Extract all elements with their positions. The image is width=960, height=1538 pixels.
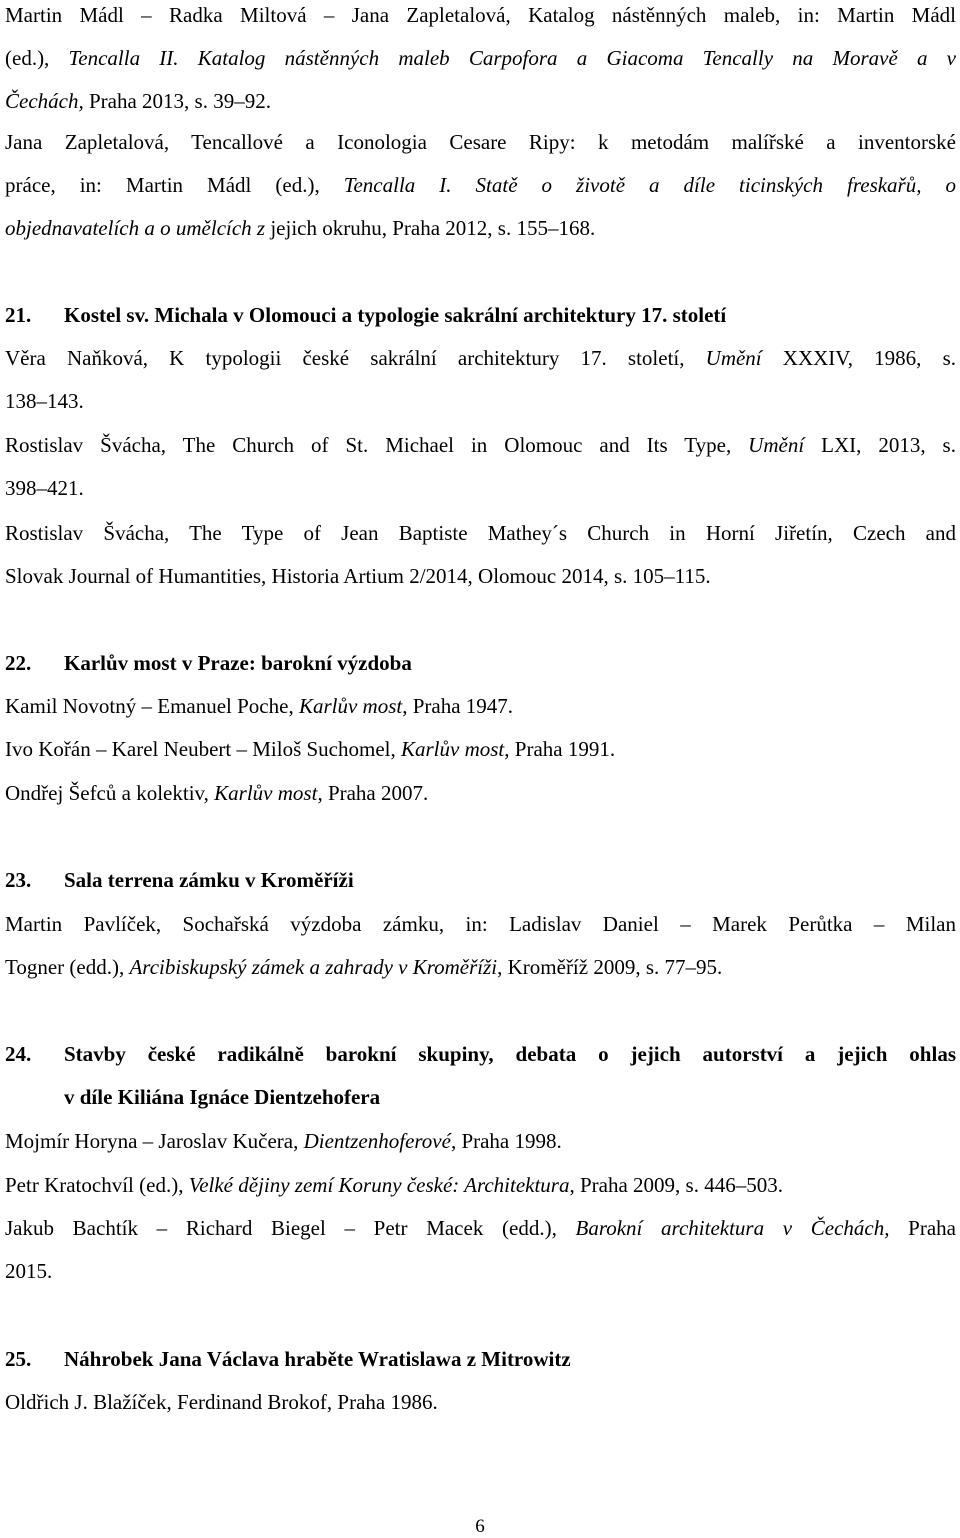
section-number: 21.: [5, 303, 32, 327]
bibliography-entry: [5, 779, 956, 807]
entry-text: , Kroměříž 2009, s. 77–95.: [497, 955, 723, 979]
entry-text: Petr Kratochvíl (ed.),: [5, 1173, 189, 1197]
entry-text: , Praha 2007.: [317, 781, 429, 805]
section-title: Kostel sv. Michala v Olomouci a typologie sakrální architektury 17. století: [64, 303, 727, 327]
entry-title-italic: objednavatelích a o umělcích z: [5, 216, 266, 240]
entry-text: Kamil Novotný – Emanuel Poche,: [5, 694, 299, 718]
entry-title-italic: Karlův most: [401, 737, 505, 761]
section-title: Sala terrena zámku v Kroměříži: [64, 868, 354, 892]
entry-title-italic: Tencalla II. Katalog nástěnných maleb Carpofora a Giacoma Tencally na Moravě a v: [68, 46, 957, 70]
entry-text: Věra Naňková, K typologii české sakrální architektury 17. století,: [5, 346, 706, 370]
entry-title-italic: Umění: [705, 346, 762, 370]
entry-text: , Praha 1947.: [402, 694, 514, 718]
bibliography-entry: [5, 431, 956, 459]
entry-text: Slovak Journal of Humantities, Historia Artium 2/2014, Olomouc 2014, s. 105–115.: [5, 564, 711, 588]
bibliography-entry: [5, 1257, 956, 1285]
entry-text: Praha: [889, 1216, 956, 1240]
section-title: Náhrobek Jana Václava hraběte Wratislawa z Mitrowitz: [64, 1347, 571, 1371]
entry-text: , Praha 2009, s. 446–503.: [569, 1173, 783, 1197]
section-number: 23.: [5, 868, 32, 892]
entry-text: práce, in: Martin Mádl (ed.),: [5, 173, 344, 197]
section-heading: [5, 1345, 956, 1373]
bibliography-entry: [5, 910, 956, 938]
bibliography-entry: [5, 1214, 956, 1242]
section-heading: [5, 301, 956, 329]
entry-text: Martin Pavlíček, Sochařská výzdoba zámku, in: Ladislav Daniel – Marek Perůtka – Milan: [5, 912, 956, 936]
entry-text: Oldřich J. Blažíček, Ferdinand Brokof, Praha 1986.: [5, 1390, 438, 1414]
entry-text: XXXIV, 1986, s.: [761, 346, 956, 370]
bibliography-entry: [5, 692, 956, 720]
entry-title-italic: Karlův most: [298, 694, 403, 718]
entry-title-italic: Karlův most: [214, 781, 318, 805]
section-number: 24.: [5, 1042, 32, 1066]
bibliography-entry: [5, 1171, 956, 1199]
entry-title-italic: Velké dějiny zemí Koruny české: Architektura: [188, 1173, 570, 1197]
entry-title-italic: Arcibiskupský zámek a zahrady v Kroměříži: [129, 955, 498, 979]
bibliography-entry: [5, 735, 956, 763]
bibliography-entry: [5, 87, 956, 115]
bibliography-entry: [5, 214, 956, 242]
entry-text: , Praha 1998.: [450, 1129, 562, 1153]
entry-text: 2015.: [5, 1259, 53, 1283]
bibliography-entry: [5, 387, 956, 415]
section-title: Stavby české radikálně barokní skupiny, debata o jejich autorství a jejich ohlas: [64, 1042, 956, 1066]
entry-title-italic: Umění: [748, 433, 805, 457]
bibliography-entry: [5, 344, 956, 372]
bibliography-entry: [5, 1, 956, 29]
bibliography-entry: [5, 128, 956, 156]
entry-text: Ivo Kořán – Karel Neubert – Miloš Suchomel,: [5, 737, 401, 761]
entry-title-italic: Dientzenhoferové: [303, 1129, 451, 1153]
section-title: v díle Kiliána Ignáce Dientzehofera: [64, 1085, 381, 1109]
entry-text: 138–143.: [5, 389, 84, 413]
bibliography-entry: [5, 474, 956, 502]
entry-text: Mojmír Horyna – Jaroslav Kučera,: [5, 1129, 304, 1153]
bibliography-entry: [5, 519, 956, 547]
entry-title-italic: Tencalla I. Statě o životě a díle ticinských freskařů, o: [343, 173, 956, 197]
entry-title-italic: Čechách,: [5, 89, 84, 113]
page-number: 6: [475, 1516, 485, 1537]
entry-text: Praha 2013, s. 39–92.: [83, 89, 271, 113]
entry-text: Togner (edd.),: [5, 955, 130, 979]
section-title: Karlův most v Praze: barokní výzdoba: [64, 651, 412, 675]
entry-text: Rostislav Švácha, The Church of St. Michael in Olomouc and Its Type,: [5, 433, 749, 457]
entry-text: Rostislav Švácha, The Type of Jean Baptiste Mathey´s Church in Horní Jiřetín, Czech and: [5, 521, 956, 545]
entry-text: Jana Zapletalová, Tencallové a Iconologia Cesare Ripy: k metodám malířské a inventorské: [5, 130, 956, 154]
section-heading: [5, 1040, 956, 1068]
bibliography-entry: [5, 171, 956, 199]
entry-text: Ondřej Šefců a kolektiv,: [5, 781, 215, 805]
bibliography-entry: [5, 44, 956, 72]
bibliography-entry: [5, 953, 956, 981]
entry-text: Jakub Bachtík – Richard Biegel – Petr Macek (edd.),: [5, 1216, 576, 1240]
entry-text: , Praha 1991.: [504, 737, 616, 761]
entry-text: (ed.),: [5, 46, 69, 70]
bibliography-entry: [5, 562, 956, 590]
section-number: 25.: [5, 1347, 32, 1371]
section-number: 22.: [5, 651, 32, 675]
bibliography-entry: [5, 1388, 956, 1416]
bibliography-entry: [5, 1127, 956, 1155]
entry-title-italic: Barokní architektura v Čechách,: [575, 1216, 890, 1240]
entry-text: jejich okruhu, Praha 2012, s. 155–168.: [265, 216, 596, 240]
section-heading: [5, 649, 956, 677]
section-heading-continued: [64, 1083, 956, 1111]
entry-text: 398–421.: [5, 476, 84, 500]
section-heading: [5, 866, 956, 894]
entry-text: LXI, 2013, s.: [804, 433, 956, 457]
entry-text: Martin Mádl – Radka Miltová – Jana Zapletalová, Katalog nástěnných maleb, in: Martin Mádl: [5, 3, 956, 27]
